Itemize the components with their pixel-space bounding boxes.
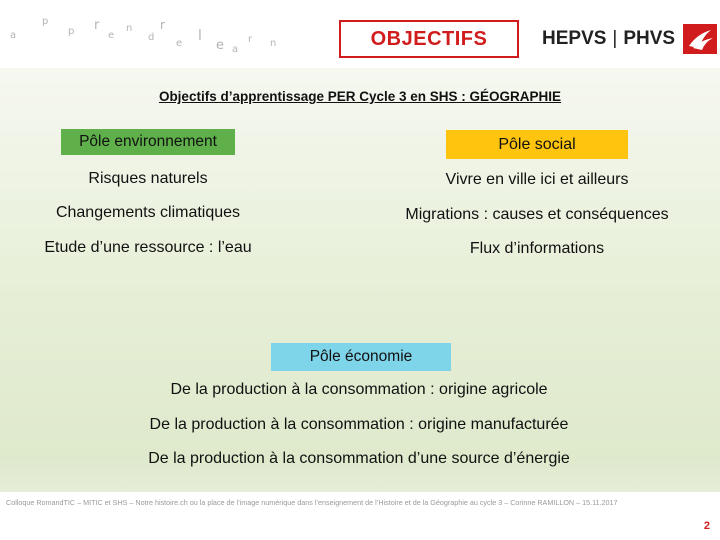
deco-letter: r bbox=[248, 34, 253, 45]
deco-letter: a bbox=[10, 30, 17, 41]
deco-letter: e bbox=[176, 38, 183, 49]
logo-text-left: HEPVS bbox=[542, 28, 607, 49]
deco-letter: p bbox=[42, 16, 49, 27]
social-item: Flux d’informations bbox=[469, 240, 605, 257]
deco-letter: p bbox=[68, 26, 75, 37]
deco-letter: n bbox=[126, 23, 133, 34]
pole-economie-label: Pôle économie bbox=[271, 343, 451, 371]
social-item: Migrations : causes et conséquences bbox=[405, 206, 669, 223]
deco-letter: r bbox=[94, 18, 100, 33]
deco-letter: e bbox=[216, 38, 224, 53]
deco-letter: a bbox=[232, 44, 239, 55]
logo-mark-icon bbox=[683, 24, 717, 54]
pole-social-label: Pôle social bbox=[446, 130, 628, 159]
logo-text-right: PHVS bbox=[623, 28, 676, 49]
environnement-item: Etude d’une ressource : l’eau bbox=[44, 239, 252, 256]
logo-separator: | bbox=[612, 28, 618, 49]
environnement-item: Risques naturels bbox=[88, 170, 208, 187]
economie-item: De la production à la consommation d’une source d’énergie bbox=[148, 450, 570, 467]
social-item: Vivre en ville ici et ailleurs bbox=[445, 171, 629, 188]
deco-letter: n bbox=[270, 38, 277, 49]
deco-letter: l bbox=[198, 28, 202, 44]
footer-text: Colloque RomandTIC – MITIC et SHS – Notre histoire.ch ou la place de l’image numérique dans l’enseignement de l’Histoire et de la Géographie au cycle 3 – Corinne RAMILLON – 15.11.2017 bbox=[6, 498, 618, 507]
pole-environnement-label: Pôle environnement bbox=[61, 129, 235, 155]
economie-item: De la production à la consommation : origine manufacturée bbox=[149, 416, 569, 433]
page-subtitle: Objectifs d’apprentissage PER Cycle 3 en SHS : GÉOGRAPHIE bbox=[158, 89, 562, 104]
deco-letter: d bbox=[148, 32, 155, 43]
economie-item: De la production à la consommation : origine agricole bbox=[170, 381, 548, 398]
environnement-item: Changements climatiques bbox=[55, 204, 241, 221]
decorative-letters bbox=[8, 8, 328, 63]
slide-title: OBJECTIFS bbox=[339, 20, 519, 58]
deco-letter: e bbox=[108, 30, 115, 41]
deco-letter: r bbox=[160, 18, 165, 32]
hepvs-logo bbox=[542, 24, 717, 54]
page-number: 2 bbox=[703, 520, 710, 532]
